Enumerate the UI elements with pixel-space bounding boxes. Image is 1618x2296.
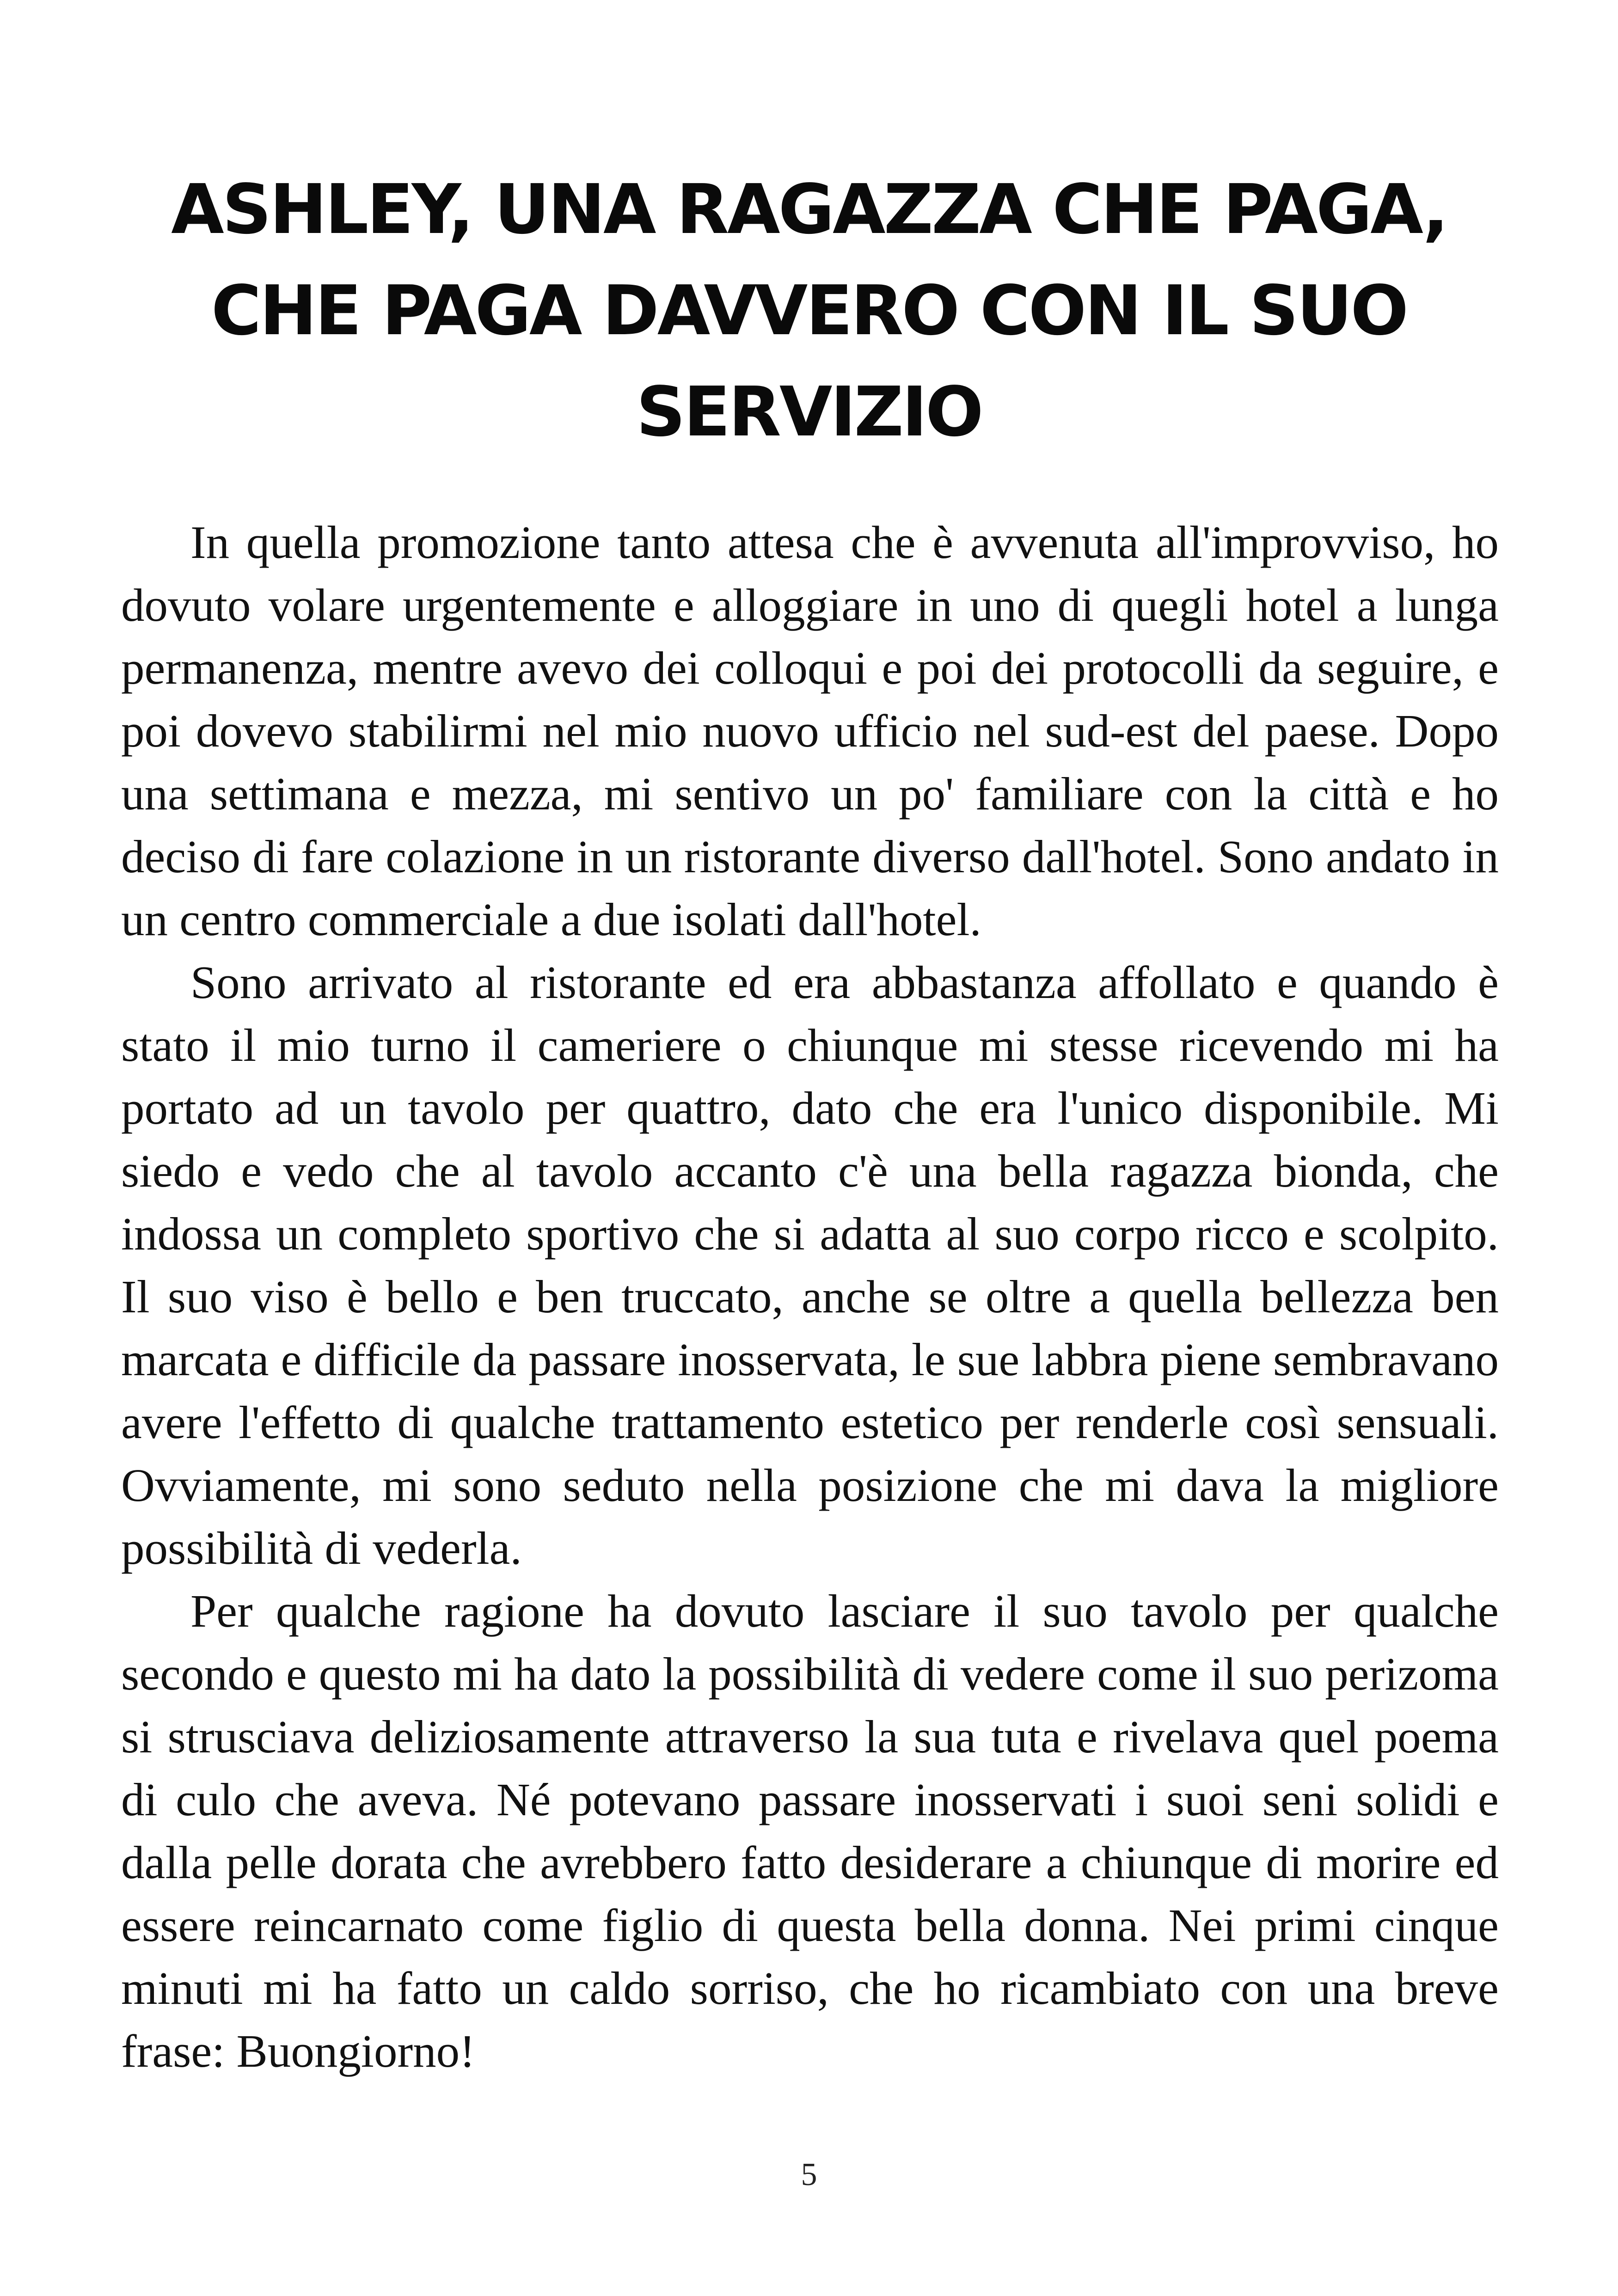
chapter-title-line-1: ASHLEY, UNA RAGAZZA CHE PAGA,	[171, 170, 1447, 250]
chapter-title-line-2: CHE PAGA DAVVERO CON IL SUO	[211, 271, 1407, 351]
paragraph-3: Per qualche ragione ha dovuto lasciare il suo tavolo per qualche secondo e questo mi ha dato la possibilità di vedere come il suo perizoma si strusciava deliziosamente attraverso la sua tuta e rivelava quel poema di culo che aveva. Né potevano passare inosservati i suoi seni solidi e dalla pelle dorata che avrebbero fatto desiderare a chiunque di morire ed essere reincarnato come figlio di questa bella donna. Nei primi cinque minuti mi ha fatto un caldo sorriso, che ho ricambiato con una breve frase: Buongiorno!	[121, 1585, 1499, 2077]
page-number: 5	[801, 2157, 817, 2192]
paragraph-2: Sono arrivato al ristorante ed era abbastanza affollato e quando è stato il mio turno il cameriere o chiunque mi stesse ricevendo mi ha portato ad un tavolo per quattro, dato che era l'unico disponibile. Mi siedo e vedo che al tavolo accanto c'è una bella ragazza bionda, che indossa un completo sportivo che si adatta al suo corpo ricco e scolpito. Il suo viso è bello e ben truccato, anche se oltre a quella bellezza ben marcata e difficile da passare inosservata, le sue labbra piene sembravano avere l'effetto di qualche trattamento estetico per renderle così sensuali. Ovviamente, mi sono seduto nella posizione che mi dava la migliore possibilità di vederla.	[121, 956, 1499, 1574]
chapter-body	[121, 511, 1499, 2082]
paragraph-1: In quella promozione tanto attesa che è avvenuta all'improvviso, ho dovuto volare urgentemente e alloggiare in uno di quegli hotel a lunga permanenza, mentre avevo dei colloqui e poi dei protocolli da seguire, e poi dovevo stabilirmi nel mio nuovo ufficio nel sud-est del paese. Dopo una settimana e mezza, mi sentivo un po' familiare con la città e ho deciso di fare colazione in un ristorante diverso dall'hotel. Sono andato in un centro commerciale a due isolati dall'hotel.	[121, 516, 1499, 945]
chapter-title-line-3: SERVIZIO	[636, 372, 982, 452]
chapter-title	[139, 159, 1479, 463]
